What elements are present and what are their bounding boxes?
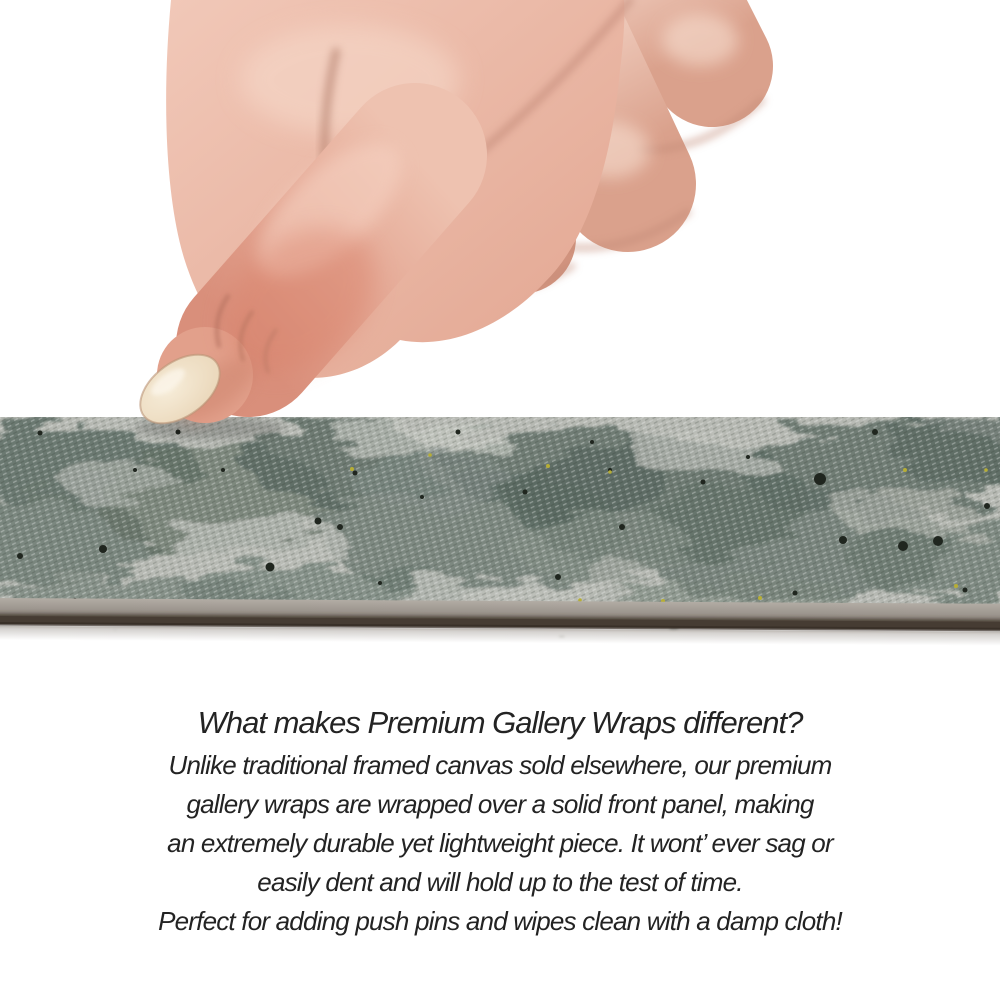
body-line-2: gallery wraps are wrapped over a solid front panel, making	[186, 789, 814, 819]
canvas-wrapped-edge	[0, 598, 1000, 646]
canvas-grain-texture	[0, 417, 1000, 617]
hand-pressing-thumb	[128, 0, 762, 437]
body-line-4: easily dent and will hold up to the test of time.	[257, 867, 743, 897]
body-line-1: Unlike traditional framed canvas sold elsewhere, our premium	[168, 750, 832, 780]
copy-block	[0, 702, 1000, 941]
body-line-5: Perfect for adding push pins and wipes clean with a damp cloth!	[158, 906, 842, 936]
heading: What makes Premium Gallery Wraps different?	[197, 705, 803, 740]
canvas-edge-closeup	[0, 415, 1000, 646]
body-line-3: an extremely durable yet lightweight piece. It wont’ ever sag or	[167, 828, 833, 858]
